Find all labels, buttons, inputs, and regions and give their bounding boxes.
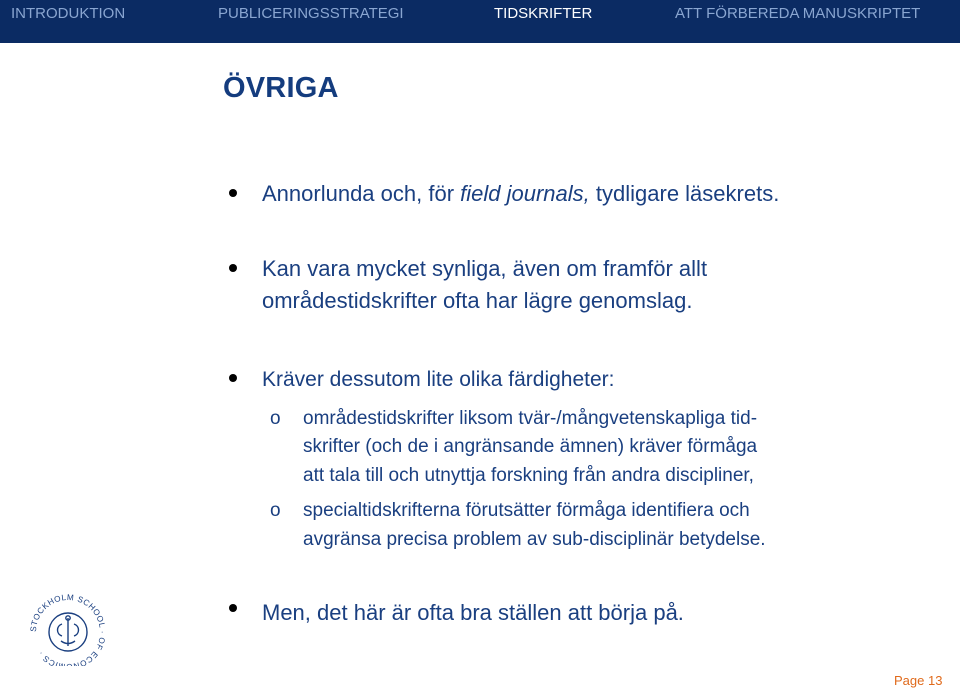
sub-bullet-1-line-1: områdestidskrifter liksom tvär-/mångvetenskapliga tid- xyxy=(303,408,758,429)
school-seal-icon xyxy=(28,594,108,666)
stockholm-school-of-economics-logo xyxy=(28,594,108,666)
sub-bullet-1-line-2: skrifter (och de i angränsande ämnen) kräver förmåga xyxy=(303,436,758,457)
bullet-1-text-post: tydligare läsekrets. xyxy=(589,181,780,206)
bullet-2-line-1: Kan vara mycket synliga, även om framför allt xyxy=(262,256,708,281)
top-navigation-bar xyxy=(0,0,960,43)
nav-item-publiceringsstrategi[interactable]: PUBLICERINGSSTRATEGI xyxy=(218,5,404,22)
nav-item-introduktion[interactable]: INTRODUKTION xyxy=(11,5,126,22)
page-number: Page 13 xyxy=(894,673,943,688)
sub-bullet-2-line-2: avgränsa precisa problem av sub-disciplinär betydelse. xyxy=(303,529,766,550)
bullet-1-text-emphasis: field journals, xyxy=(460,181,590,206)
nav-item-att-forbereda-manuskriptet[interactable]: ATT FÖRBEREDA MANUSKRIPTET xyxy=(675,5,921,22)
sub-bullet-2-line-1: specialtidskrifterna förutsätter förmåga identifiera och xyxy=(303,500,750,521)
bullet-1-text xyxy=(262,178,779,210)
bullet-marker xyxy=(229,264,237,272)
sub-bullet-marker: o xyxy=(270,408,281,429)
nav-item-tidskrifter[interactable]: TIDSKRIFTER xyxy=(494,5,593,22)
sub-bullet-marker: o xyxy=(270,500,281,521)
slide-title: ÖVRIGA xyxy=(223,72,339,104)
bullet-marker xyxy=(229,374,237,382)
sub-bullet-1-line-3: att tala till och utnyttja forskning från andra discipliner, xyxy=(303,465,754,486)
bullet-2-line-2: områdestidskrifter ofta har lägre genomslag. xyxy=(262,288,693,313)
svg-text:STOCKHOLM SCHOOL · OF ECONOMIC: STOCKHOLM SCHOOL · OF ECON MICS · xyxy=(28,594,108,666)
bullet-marker xyxy=(229,189,237,197)
bullet-marker xyxy=(229,604,237,612)
bullet-1-text-pre: Annorlunda och, för xyxy=(262,181,461,206)
bullet-3-text: Kräver dessutom lite olika färdigheter: xyxy=(262,368,615,391)
bullet-4-text: Men, det här är ofta bra ställen att börja på. xyxy=(262,600,684,625)
